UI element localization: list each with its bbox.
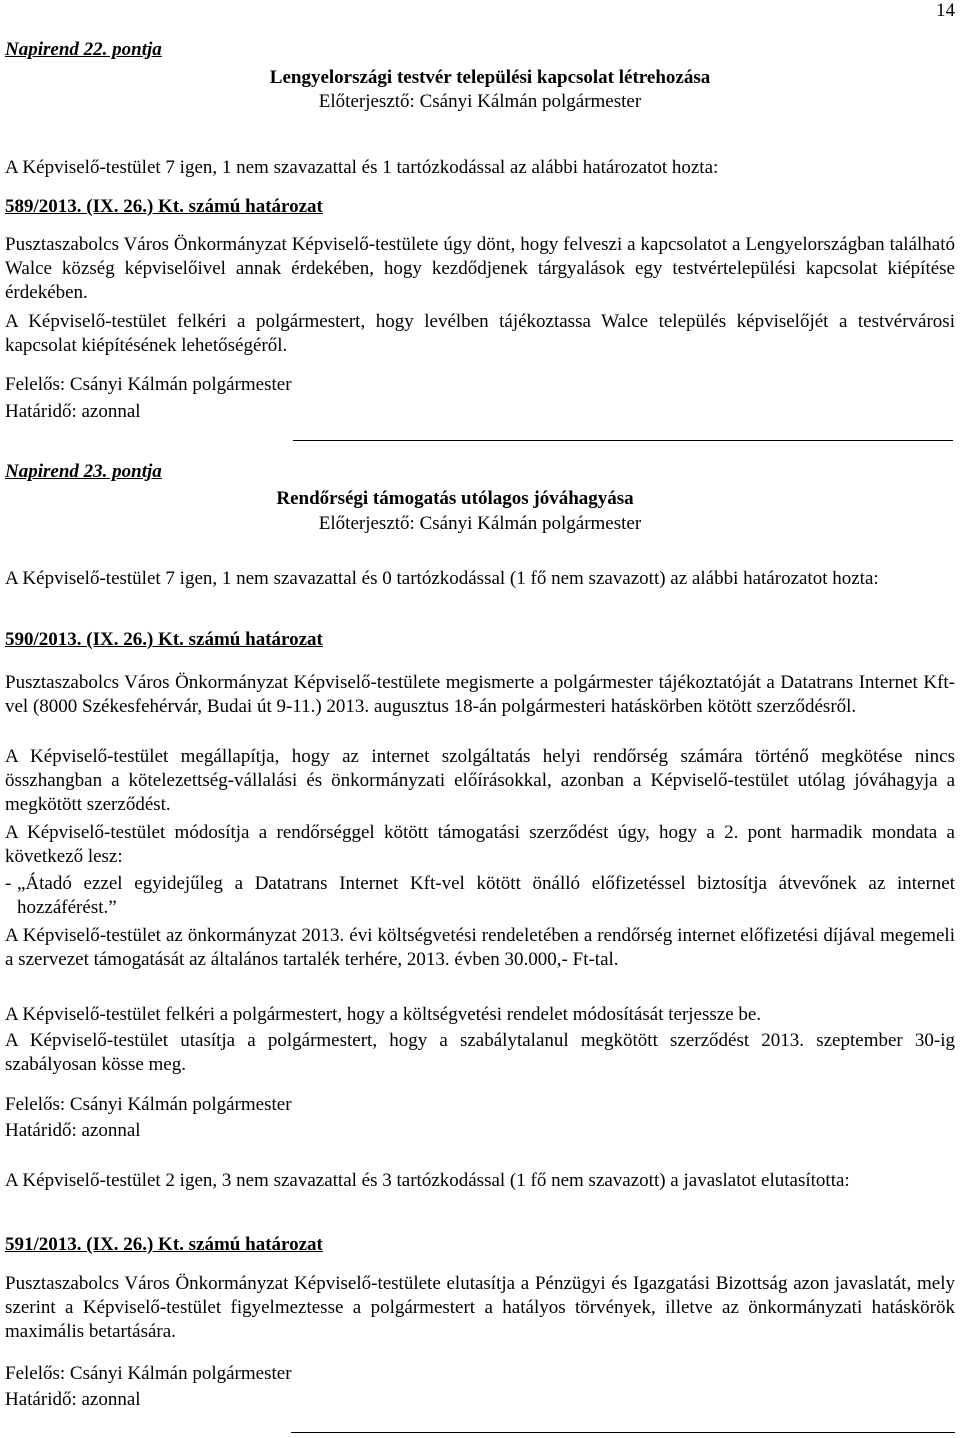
responsible: Felelős: Csányi Kálmán polgármester — [5, 1094, 292, 1115]
section-title: Lengyelországi testvér települési kapcsolat létrehozása — [269, 67, 711, 88]
deadline: Határidő: azonnal — [5, 401, 141, 422]
resolution-paragraph: A Képviselő-testület utasítja a polgármestert, hogy a szabálytalanul megkötött szerződést 2013. szeptember 30-ig szabályosan kösse meg. — [5, 1030, 955, 1075]
resolution-number: 591/2013. (IX. 26.) Kt. — [5, 1234, 184, 1255]
resolution-heading — [5, 195, 955, 219]
resolution-paragraph: A Képviselő-testület megállapítja, hogy az internet szolgáltatás helyi rendőrség számára történő megkötése nincs összhangban a kötelezettség-vállalási és önkormányzati előírásokkal, azonban a Képviselő-testület utólag jóváhagyja a megkötött szerződést. — [5, 746, 955, 815]
quote-text: „Átadó ezzel egyidejűleg a Datatrans Internet Kft-vel kötött önálló előfizetéssel biztosítja átvevőnek az internet hozzáférést.” — [17, 873, 955, 918]
responsible: Felelős: Csányi Kálmán polgármester — [5, 1363, 292, 1384]
presenter: Előterjesztő: Csányi Kálmán polgármester — [318, 513, 642, 534]
deadline: Határidő: azonnal — [5, 1120, 141, 1141]
resolution-paragraph: A Képviselő-testület felkéri a polgármestert, hogy a költségvetési rendelet módosítását terjessze be. — [5, 1004, 762, 1025]
presenter: Előterjesztő: Csányi Kálmán polgármester — [318, 91, 642, 112]
resolution-paragraph: Pusztaszabolcs Város Önkormányzat Képviselő-testülete megismerte a polgármester tájékoztatóját a Datatrans Internet Kft-vel (8000 Székesfehérvár, Budai út 9-11.) 2013. augusztus 18-án polgármesteri hatáskörben kötött szerződésről. — [5, 672, 955, 717]
agenda-heading-23 — [5, 460, 955, 484]
agenda-label: Napirend 22. pontja — [5, 39, 162, 60]
page-number: 14 — [936, 0, 955, 21]
vote-text: A Képviselő-testület 2 igen, 3 nem szavazattal és 3 tartózkodással (1 fő nem szavazott) a javaslatot elutasította: — [5, 1170, 850, 1191]
resolution-heading — [5, 628, 955, 652]
resolution-paragraph: A Képviselő-testület az önkormányzat 2013. évi költségvetési rendeletében a rendőrség internet előfizetési díjával megemeli a szervezet támogatását az általános tartalék terhére, 2013. évben 30.000,- Ft-tal. — [5, 925, 955, 970]
resolution-paragraph: A Képviselő-testület módosítja a rendőrséggel kötött támogatási szerződést úgy, hogy a 2. pont harmadik mondata a következő lesz: — [5, 822, 955, 867]
resolution-heading — [5, 1233, 955, 1257]
vote-text: A Képviselő-testület 7 igen, 1 nem szavazattal és 0 tartózkodással (1 fő nem szavazott) az alábbi határozatot hozta: — [5, 568, 879, 589]
resolution-label: számú határozat — [188, 629, 323, 650]
resolution-paragraph: A Képviselő-testület felkéri a polgármestert, hogy levélben tájékoztassa Walce település képviselőjét a testvérvárosi kapcsolat kiépítésének lehetőségéről. — [5, 311, 955, 356]
resolution-number: 590/2013. (IX. 26.) Kt. — [5, 629, 184, 650]
resolution-number: 589/2013. (IX. 26.) Kt. — [5, 196, 184, 217]
section-title: Rendőrségi támogatás utólagos jóváhagyása — [276, 488, 634, 509]
quoted-amendment — [5, 872, 955, 920]
resolution-paragraph: Pusztaszabolcs Város Önkormányzat Képviselő-testülete elutasítja a Pénzügyi és Igazgatási Bizottság azon javaslatát, mely szerint a Képviselő-testület figyelmeztesse a polgármestert a hatályos törvények, illetve az önkormányzati hatáskörök maximális betartására. — [5, 1273, 955, 1342]
agenda-label: Napirend 23. pontja — [5, 461, 162, 482]
section-divider — [293, 440, 953, 441]
section-divider — [291, 1432, 955, 1433]
resolution-label: számú határozat — [188, 196, 323, 217]
vote-text: A Képviselő-testület 7 igen, 1 nem szavazattal és 1 tartózkodással az alábbi határozatot hozta: — [5, 157, 719, 178]
resolution-paragraph: Pusztaszabolcs Város Önkormányzat Képviselő-testülete úgy dönt, hogy felveszi a kapcsolatot a Lengyelországban található Walce község képviselőivel annak érdekében, hogy kezdődjenek tárgyalások egy testvértelepülési kapcsolat kiépítése érdekében. — [5, 234, 955, 303]
list-dash: - — [5, 873, 12, 894]
deadline: Határidő: azonnal — [5, 1389, 141, 1410]
responsible: Felelős: Csányi Kálmán polgármester — [5, 374, 292, 395]
resolution-label: számú határozat — [188, 1234, 323, 1255]
agenda-heading-22 — [5, 38, 955, 62]
